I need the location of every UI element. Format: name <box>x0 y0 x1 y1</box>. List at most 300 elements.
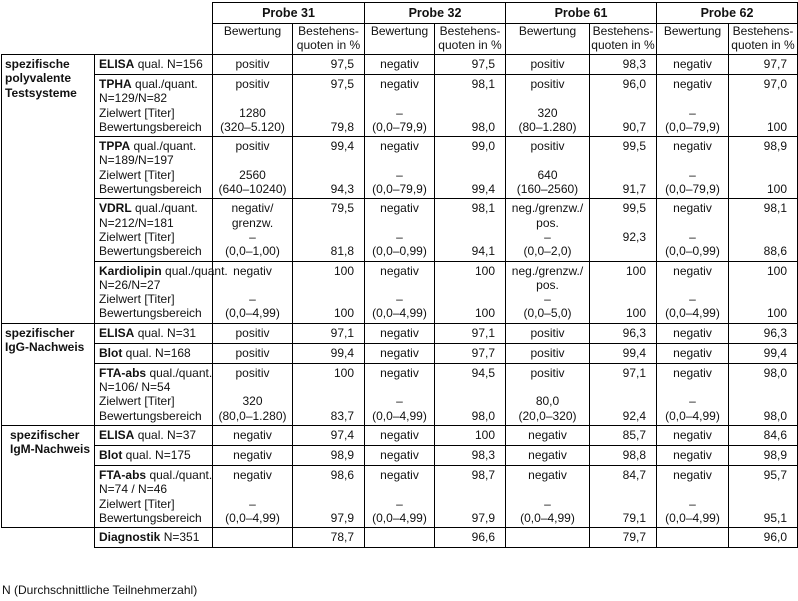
evaluation-cell <box>213 363 293 425</box>
footnote: N (Durchschnittliche Teilnehmerzahl) <box>2 583 198 597</box>
test-name: Kardiolipin <box>99 263 162 278</box>
evaluation-line <box>657 278 728 292</box>
test-name-line <box>99 365 213 380</box>
evaluation-cell <box>365 261 435 323</box>
pass-rate-line: 96,3 <box>622 325 646 340</box>
pass-rate-line <box>293 106 354 120</box>
pass-rate-line: 100 <box>474 263 495 278</box>
test-detail-line: N=74 / N=46 <box>99 482 168 497</box>
pass-rate-line <box>590 244 646 258</box>
group-label <box>2 425 95 527</box>
evaluation-line: – <box>396 496 403 511</box>
pass-rate-cell <box>435 261 506 323</box>
evaluation-line: – <box>544 496 551 511</box>
pass-rate-line: 100 <box>474 306 495 321</box>
evaluation-cell <box>213 425 293 445</box>
test-name: TPHA <box>99 77 132 91</box>
test-desc: qual./quant. <box>149 467 213 482</box>
pass-rate-cell: 96,0 <box>729 528 798 548</box>
evaluation-line: negativ <box>673 325 712 340</box>
pass-rate-line: 100 <box>333 306 354 321</box>
pass-rate-cell <box>435 343 506 363</box>
table-row <box>2 445 798 465</box>
evaluation-line: 320 <box>242 394 263 409</box>
evaluation-line: pos. <box>536 215 559 230</box>
pass-rate-line: 81,8 <box>330 244 354 259</box>
evaluation-line: negativ <box>673 467 712 482</box>
test-desc: qual. N=156 <box>137 57 203 71</box>
pass-rate-line <box>435 497 495 511</box>
pass-rate-cell <box>729 465 798 527</box>
pass-rate-line: 79,1 <box>622 510 646 525</box>
pass-rate-line: 100 <box>625 263 646 278</box>
evaluation-line: – <box>396 394 403 409</box>
evaluation-line: negativ <box>528 447 567 462</box>
pass-rate-line: 100 <box>625 306 646 321</box>
pass-rate-line: 90,7 <box>622 119 646 134</box>
test-desc: qual. N=31 <box>137 325 197 340</box>
evaluation-cell <box>213 55 293 75</box>
evaluation-line: negativ <box>380 139 419 154</box>
test-name: ELISA <box>99 57 135 71</box>
column-header-pass-rate <box>293 24 365 55</box>
evaluation-line: (0,0–79,9) <box>665 182 720 197</box>
pass-rate-line: 98,0 <box>471 119 495 134</box>
diagnostik-row <box>2 528 798 548</box>
evaluation-line: negativ <box>380 77 419 91</box>
evaluation-line: – <box>689 167 696 182</box>
evaluation-line: – <box>249 292 256 307</box>
table-row <box>2 323 798 343</box>
evaluation-cell <box>657 261 729 323</box>
pass-rate-cell <box>729 261 798 323</box>
evaluation-cell <box>506 363 590 425</box>
evaluation-cell <box>365 445 435 465</box>
evaluation-line: negativ <box>673 345 712 360</box>
evaluation-line <box>657 91 728 105</box>
pass-rate-cell <box>729 75 798 137</box>
evaluation-line: (0,0–2,0) <box>523 244 572 259</box>
test-name: ELISA <box>99 427 135 442</box>
evaluation-line: (0,0–4,99) <box>225 306 280 321</box>
evaluation-cell <box>213 465 293 527</box>
column-header-line: Bestehens- <box>439 24 501 38</box>
pass-rate-line <box>293 394 354 408</box>
test-desc: qual./quant. <box>135 77 198 91</box>
evaluation-cell <box>506 75 590 137</box>
test-name: VDRL <box>99 201 132 216</box>
pass-rate-line: 94,5 <box>471 365 495 380</box>
pass-rate-cell <box>729 137 798 199</box>
pass-rate-line <box>435 380 495 394</box>
test-name-line <box>99 326 208 340</box>
evaluation-line: (0,0–4,99) <box>665 306 720 321</box>
sample-header: Probe 61 <box>506 3 657 24</box>
test-name-cell <box>95 465 213 527</box>
evaluation-line: positiv <box>530 325 565 340</box>
group-label <box>2 55 95 324</box>
column-header-line: quoten in % <box>731 38 795 52</box>
evaluation-line <box>657 153 728 167</box>
evaluation-cell <box>657 75 729 137</box>
test-detail-line: Bewertungsbereich <box>99 510 202 525</box>
pass-rate-line: 98,9 <box>330 447 354 462</box>
test-detail-line: Zielwert [Titer] <box>99 394 175 409</box>
evaluation-line: (0,0–4,99) <box>225 510 280 525</box>
evaluation-line: negativ <box>673 427 712 442</box>
pass-rate-line <box>729 380 787 394</box>
pass-rate-line: 99,5 <box>622 139 646 154</box>
pass-rate-line <box>435 106 495 120</box>
evaluation-line: (0,0–79,9) <box>665 119 720 134</box>
evaluation-line: negativ <box>233 467 272 482</box>
pass-rate-cell <box>435 137 506 199</box>
pass-rate-line: 79,5 <box>330 201 354 216</box>
evaluation-line <box>657 380 728 394</box>
table-row <box>2 261 798 323</box>
evaluation-line: negativ <box>528 467 567 482</box>
pass-rate-line: 92,4 <box>622 408 646 423</box>
pass-rate-cell <box>435 75 506 137</box>
pass-rate-line: 100 <box>333 263 354 278</box>
pass-rate-cell <box>435 445 506 465</box>
pass-rate-line <box>293 278 354 292</box>
pass-rate-line <box>293 497 354 511</box>
test-name: FTA-abs <box>99 365 147 380</box>
pass-rate-cell: 79,7 <box>590 528 657 548</box>
sample-header: Probe 31 <box>213 3 365 24</box>
test-detail-line: Bewertungsbereich <box>99 408 202 423</box>
pass-rate-line: 98,7 <box>471 467 495 482</box>
pass-rate-line: 99,4 <box>763 345 787 360</box>
pass-rate-line: 97,0 <box>763 77 787 91</box>
evaluation-line: – <box>689 292 696 307</box>
evaluation-line: pos. <box>536 277 559 292</box>
pass-rate-line: 100 <box>474 427 495 442</box>
pass-rate-line: 98,1 <box>471 77 495 91</box>
pass-rate-line <box>293 216 354 230</box>
pass-rate-line <box>590 153 646 167</box>
table-row <box>2 425 798 445</box>
pass-rate-line: 94,3 <box>330 182 354 197</box>
pass-rate-line: 85,7 <box>622 427 646 442</box>
pass-rate-line <box>293 168 354 182</box>
evaluation-cell <box>506 55 590 75</box>
column-header-line: Bestehens- <box>732 24 794 38</box>
pass-rate-cell <box>590 137 657 199</box>
pass-rate-cell <box>293 323 365 343</box>
test-name-cell <box>95 343 213 363</box>
evaluation-line <box>365 380 434 394</box>
pass-rate-line <box>435 230 495 244</box>
test-name-line <box>99 346 208 360</box>
evaluation-cell <box>365 55 435 75</box>
evaluation-line: (0,0–4,99) <box>665 510 720 525</box>
column-header-line: quoten in % <box>296 38 361 52</box>
pass-rate-line <box>729 168 787 182</box>
header-row-samples <box>2 3 798 24</box>
pass-rate-line: 99,4 <box>330 139 354 154</box>
sample-header: Probe 32 <box>365 3 506 24</box>
test-name: Blot <box>99 345 123 360</box>
evaluation-line: 1280 <box>239 105 266 120</box>
test-detail-line: Zielwert [Titer] <box>99 105 175 120</box>
evaluation-line: (0,0–5,0) <box>523 306 572 321</box>
pass-rate-line: 100 <box>766 182 787 197</box>
evaluation-line: – <box>396 292 403 307</box>
pass-rate-line: 98,0 <box>763 408 787 423</box>
test-desc: qual./quant. <box>149 365 213 380</box>
pass-rate-cell <box>435 363 506 425</box>
pass-rate-cell <box>590 55 657 75</box>
pass-rate-line <box>293 91 354 105</box>
pass-rate-line <box>590 497 646 511</box>
evaluation-line: (80,0–1.280) <box>218 408 287 423</box>
evaluation-cell <box>506 199 590 261</box>
pass-rate-cell <box>729 363 798 425</box>
pass-rate-cell <box>293 75 365 137</box>
pass-rate-cell <box>729 445 798 465</box>
pass-rate-line <box>729 278 787 292</box>
pass-rate-line <box>435 292 495 306</box>
pass-rate-line: 94,1 <box>471 244 495 259</box>
evaluation-cell <box>657 445 729 465</box>
evaluation-cell <box>213 445 293 465</box>
test-desc: qual. N=37 <box>137 427 197 442</box>
pass-rate-line: 92,3 <box>622 229 646 244</box>
column-header-line: Bestehens- <box>298 24 359 38</box>
pass-rate-line <box>590 394 646 408</box>
evaluation-line: positiv <box>530 365 565 380</box>
group-label-line: polyvalente <box>5 71 72 86</box>
pass-rate-line: 99,4 <box>622 345 646 360</box>
pass-rate-line: 99,4 <box>471 182 495 197</box>
evaluation-line: positiv <box>235 325 270 340</box>
evaluation-line: negativ <box>380 201 419 216</box>
evaluation-line <box>506 153 589 167</box>
evaluation-cell <box>365 199 435 261</box>
pass-rate-line <box>729 482 787 496</box>
pass-rate-line: 98,3 <box>471 447 495 462</box>
test-detail-line: N=212/N=181 <box>99 215 174 230</box>
pass-rate-line: 83,7 <box>330 408 354 423</box>
evaluation-line: – <box>689 496 696 511</box>
pass-rate-line <box>590 380 646 394</box>
evaluation-line: – <box>249 496 256 511</box>
evaluation-cell <box>213 137 293 199</box>
evaluation-cell <box>657 343 729 363</box>
evaluation-cell <box>506 465 590 527</box>
column-header-line: quoten in % <box>591 38 655 52</box>
column-header-pass-rate <box>590 24 657 55</box>
evaluation-line: (0,0–79,9) <box>372 182 427 197</box>
test-desc: qual./quant. <box>165 263 228 278</box>
table-row <box>2 137 798 199</box>
evaluation-line: negativ <box>673 77 712 91</box>
pass-rate-line <box>435 482 495 496</box>
test-detail-line: N=106/ N=54 <box>99 380 171 395</box>
evaluation-cell <box>365 75 435 137</box>
table-row <box>2 465 798 527</box>
evaluation-cell <box>657 199 729 261</box>
evaluation-line: (0,0–4,99) <box>520 510 575 525</box>
pass-rate-cell <box>590 445 657 465</box>
pass-rate-line <box>293 380 354 394</box>
test-detail-line: Bewertungsbereich <box>99 244 202 259</box>
evaluation-line: positiv <box>530 57 565 71</box>
evaluation-line: positiv <box>235 57 270 71</box>
pass-rate-line <box>590 168 646 182</box>
evaluation-line: 320 <box>537 105 558 120</box>
test-name-cell <box>95 425 213 445</box>
evaluation-line: negativ <box>233 427 272 442</box>
pass-rate-line <box>590 106 646 120</box>
evaluation-line: – <box>689 105 696 120</box>
pass-rate-line: 96,3 <box>763 325 787 340</box>
test-detail-line: Zielwert [Titer] <box>99 496 175 511</box>
test-name: FTA-abs <box>99 467 147 482</box>
pass-rate-cell <box>435 199 506 261</box>
test-detail-line: Zielwert [Titer] <box>99 292 175 307</box>
pass-rate-line <box>590 216 646 230</box>
evaluation-cell <box>657 323 729 343</box>
pass-rate-cell <box>293 343 365 363</box>
evaluation-cell <box>213 199 293 261</box>
evaluation-line: negativ <box>673 201 712 216</box>
evaluation-line <box>213 153 292 167</box>
pass-rate-cell <box>590 199 657 261</box>
test-name: ELISA <box>99 325 135 340</box>
evaluation-line: – <box>396 105 403 120</box>
pass-rate-cell <box>293 55 365 75</box>
evaluation-cell <box>657 425 729 445</box>
pass-rate-cell <box>729 425 798 445</box>
evaluation-line: neg./grenzw./ <box>511 201 584 216</box>
evaluation-line: (160–2560) <box>516 182 579 197</box>
evaluation-cell <box>506 445 590 465</box>
evaluation-line: 2560 <box>239 167 266 182</box>
evaluation-cell <box>506 425 590 445</box>
pass-rate-line <box>729 292 787 306</box>
evaluation-line: positiv <box>235 77 270 91</box>
column-header-evaluation: Bewertung <box>365 24 435 55</box>
table-row <box>2 343 798 363</box>
evaluation-cell <box>365 137 435 199</box>
pass-rate-line: 98,6 <box>330 467 354 482</box>
evaluation-line: positiv <box>530 345 565 360</box>
evaluation-line <box>365 153 434 167</box>
pass-rate-cell <box>729 343 798 363</box>
test-name-line <box>99 467 213 482</box>
pass-rate-line: 100 <box>766 119 787 134</box>
pass-rate-line <box>293 153 354 167</box>
pass-rate-line: 99,0 <box>471 139 495 154</box>
pass-rate-line: 98,0 <box>763 365 787 380</box>
pass-rate-cell <box>590 363 657 425</box>
test-name-line <box>99 77 208 91</box>
pass-rate-line: 98,9 <box>763 447 787 462</box>
evaluation-line: negativ <box>673 365 712 380</box>
pass-rate-line <box>435 394 495 408</box>
evaluation-line: – <box>396 229 403 244</box>
pass-rate-cell <box>590 425 657 445</box>
evaluation-line <box>213 278 292 292</box>
pass-rate-line: 97,9 <box>330 510 354 525</box>
group-label-line: spezifische <box>5 57 70 71</box>
evaluation-line <box>506 91 589 105</box>
test-detail-line: Bewertungsbereich <box>99 119 202 134</box>
test-detail-line: Zielwert [Titer] <box>99 167 175 182</box>
evaluation-cell <box>365 425 435 445</box>
evaluation-line <box>213 380 292 394</box>
test-desc: qual. N=175 <box>125 447 191 462</box>
evaluation-line <box>365 216 434 230</box>
group-label-line: spezifischer <box>10 427 80 442</box>
pass-rate-line: 84,7 <box>622 467 646 482</box>
evaluation-line: positiv <box>235 365 270 380</box>
pass-rate-cell <box>729 323 798 343</box>
test-name: TPPA <box>99 139 131 154</box>
pass-rate-cell: 78,7 <box>293 528 365 548</box>
test-name-cell <box>95 323 213 343</box>
evaluation-line: – <box>544 229 551 244</box>
pass-rate-line: 91,7 <box>622 182 646 197</box>
pass-rate-line <box>293 230 354 244</box>
pass-rate-line: 100 <box>333 365 354 380</box>
evaluation-cell <box>506 137 590 199</box>
evaluation-line: (0,0–4,99) <box>372 510 427 525</box>
pass-rate-cell <box>435 55 506 75</box>
pass-rate-line: 97,7 <box>471 345 495 360</box>
test-detail-line: Bewertungsbereich <box>99 306 202 321</box>
pass-rate-line <box>435 153 495 167</box>
evaluation-line: – <box>689 229 696 244</box>
pass-rate-cell <box>293 363 365 425</box>
pass-rate-line <box>590 278 646 292</box>
test-name-line <box>99 263 228 278</box>
pass-rate-line: 97,5 <box>330 77 354 91</box>
evaluation-line: positiv <box>530 77 565 91</box>
pass-rate-line: 97,7 <box>763 57 787 71</box>
test-name: Blot <box>99 447 123 462</box>
evaluation-line: neg./grenzw./ <box>511 263 584 278</box>
evaluation-line: negativ <box>673 263 712 278</box>
evaluation-line: 80,0 <box>535 394 560 409</box>
pass-rate-line <box>729 497 787 511</box>
test-name-cell <box>95 363 213 425</box>
pass-rate-cell <box>293 425 365 445</box>
column-header-evaluation: Bewertung <box>213 24 293 55</box>
pass-rate-line <box>729 230 787 244</box>
test-name-cell <box>95 261 228 323</box>
test-name: Diagnostik <box>99 530 161 545</box>
pass-rate-cell <box>590 465 657 527</box>
pass-rate-cell <box>590 323 657 343</box>
pass-rate-line: 97,9 <box>471 510 495 525</box>
pass-rate-line <box>293 482 354 496</box>
test-detail-line: Bewertungsbereich <box>99 182 202 197</box>
group-label-line: IgM-Nachweis <box>10 442 91 457</box>
pass-rate-line: 97,1 <box>330 325 354 340</box>
pass-rate-line: 95,1 <box>763 510 787 525</box>
test-name-line <box>99 57 208 71</box>
pass-rate-cell <box>293 261 365 323</box>
evaluation-line: (20,0–320) <box>518 408 577 423</box>
pass-rate-line: 84,6 <box>763 427 787 442</box>
evaluation-line: (640–10240) <box>218 182 287 197</box>
evaluation-line: (0,0–4,99) <box>665 408 720 423</box>
pass-rate-line <box>590 482 646 496</box>
